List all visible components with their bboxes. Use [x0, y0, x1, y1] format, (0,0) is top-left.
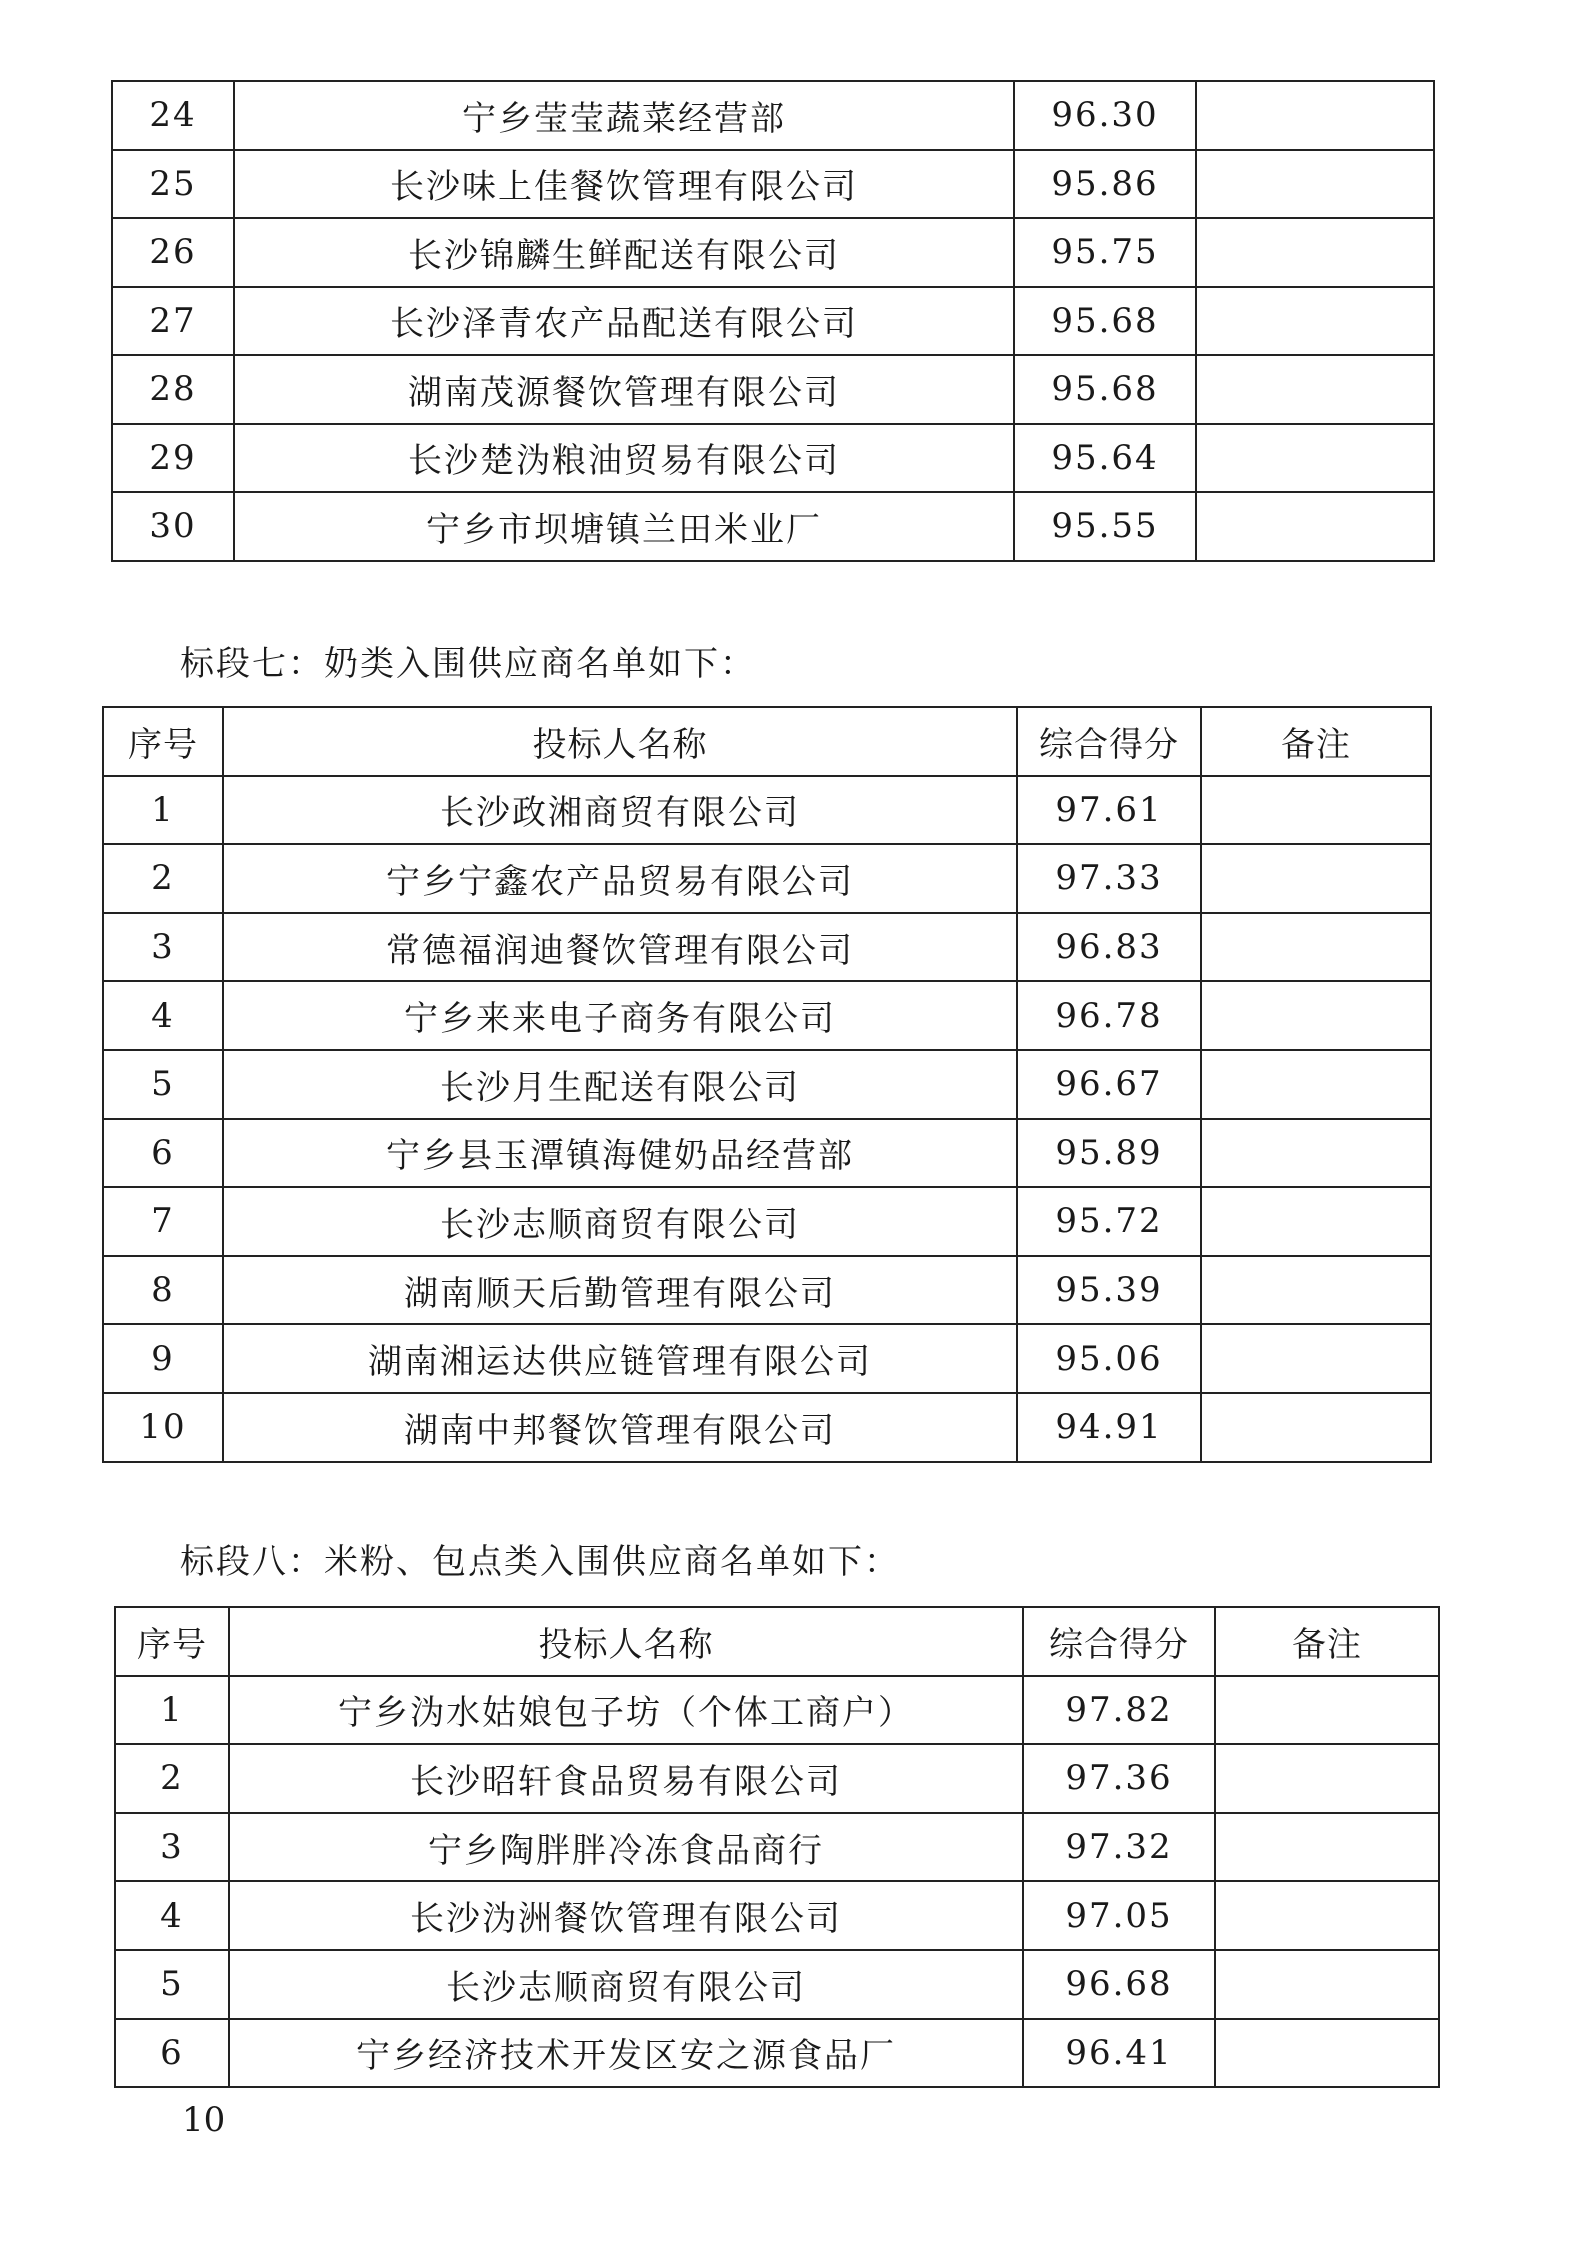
overall-score: 95.64: [1014, 424, 1196, 493]
table-row: [115, 1950, 1439, 2019]
row-number: 28: [112, 355, 234, 424]
overall-score: 95.89: [1017, 1119, 1201, 1188]
table-row: [112, 81, 1434, 150]
supplier-table-continued: [111, 80, 1435, 562]
remark: [1201, 844, 1431, 913]
bidder-name: 长沙楚沩粮油贸易有限公司: [234, 424, 1014, 493]
remark: [1215, 1813, 1439, 1882]
bidder-name: 长沙味上佳餐饮管理有限公司: [234, 150, 1014, 219]
overall-score: 96.30: [1014, 81, 1196, 150]
table-row: [112, 150, 1434, 219]
row-number: 29: [112, 424, 234, 493]
overall-score: 97.36: [1023, 1744, 1215, 1813]
row-number: 27: [112, 287, 234, 356]
table-row: [103, 1256, 1431, 1325]
header-score: 综合得分: [1023, 1607, 1215, 1676]
table-body: [112, 81, 1434, 561]
row-number: 1: [103, 776, 223, 845]
remark: [1196, 424, 1434, 493]
table-row: [112, 218, 1434, 287]
overall-score: 95.68: [1014, 355, 1196, 424]
bidder-name: 长沙泽青农产品配送有限公司: [234, 287, 1014, 356]
table-header: [115, 1607, 1439, 1676]
table-row: [112, 355, 1434, 424]
remark: [1215, 2019, 1439, 2088]
table-row: [112, 492, 1434, 561]
bidder-name: 长沙志顺商贸有限公司: [223, 1187, 1017, 1256]
remark: [1201, 1119, 1431, 1188]
header-remark: 备注: [1201, 707, 1431, 776]
remark: [1201, 776, 1431, 845]
overall-score: 97.33: [1017, 844, 1201, 913]
row-number: 3: [115, 1813, 229, 1882]
remark: [1201, 1324, 1431, 1393]
table-row: [115, 2019, 1439, 2088]
bidder-name: 宁乡市坝塘镇兰田米业厂: [234, 492, 1014, 561]
supplier-table-section8: [114, 1606, 1440, 2088]
section8-heading: 标段八：米粉、包点类入围供应商名单如下：: [180, 1542, 900, 1582]
bidder-name: 宁乡来来电子商务有限公司: [223, 981, 1017, 1050]
bidder-name: 湖南湘运达供应链管理有限公司: [223, 1324, 1017, 1393]
overall-score: 97.05: [1023, 1881, 1215, 1950]
remark: [1196, 81, 1434, 150]
table-row: [103, 981, 1431, 1050]
bidder-name: 湖南茂源餐饮管理有限公司: [234, 355, 1014, 424]
supplier-table-section7: [102, 706, 1432, 1463]
overall-score: 95.68: [1014, 287, 1196, 356]
bidder-name: 宁乡经济技术开发区安之源食品厂: [229, 2019, 1023, 2088]
bidder-name: 长沙锦麟生鲜配送有限公司: [234, 218, 1014, 287]
row-number: 24: [112, 81, 234, 150]
bidder-name: 长沙昭轩食品贸易有限公司: [229, 1744, 1023, 1813]
remark: [1215, 1676, 1439, 1745]
page-number: 10: [182, 2100, 226, 2140]
bidder-name: 宁乡宁鑫农产品贸易有限公司: [223, 844, 1017, 913]
bidder-name: 湖南中邦餐饮管理有限公司: [223, 1393, 1017, 1462]
table-row: [103, 1119, 1431, 1188]
bidder-name: 宁乡陶胖胖冷冻食品商行: [229, 1813, 1023, 1882]
remark: [1196, 150, 1434, 219]
bidder-name: 宁乡沩水姑娘包子坊（个体工商户）: [229, 1676, 1023, 1745]
remark: [1196, 355, 1434, 424]
overall-score: 97.82: [1023, 1676, 1215, 1745]
table-row: [103, 1050, 1431, 1119]
remark: [1215, 1881, 1439, 1950]
overall-score: 97.32: [1023, 1813, 1215, 1882]
overall-score: 96.83: [1017, 913, 1201, 982]
row-number: 2: [115, 1744, 229, 1813]
row-number: 5: [115, 1950, 229, 2019]
bidder-name: 宁乡县玉潭镇海健奶品经营部: [223, 1119, 1017, 1188]
overall-score: 95.55: [1014, 492, 1196, 561]
header-score: 综合得分: [1017, 707, 1201, 776]
overall-score: 95.39: [1017, 1256, 1201, 1325]
row-number: 2: [103, 844, 223, 913]
overall-score: 96.67: [1017, 1050, 1201, 1119]
table-row: [115, 1813, 1439, 1882]
row-number: 6: [103, 1119, 223, 1188]
remark: [1196, 218, 1434, 287]
header-number: 序号: [115, 1607, 229, 1676]
overall-score: 95.86: [1014, 150, 1196, 219]
table-row: [112, 424, 1434, 493]
table-row: [115, 1881, 1439, 1950]
overall-score: 97.61: [1017, 776, 1201, 845]
overall-score: 96.78: [1017, 981, 1201, 1050]
remark: [1215, 1950, 1439, 2019]
table-body: [103, 776, 1431, 1462]
row-number: 6: [115, 2019, 229, 2088]
table-row: [103, 844, 1431, 913]
header-number: 序号: [103, 707, 223, 776]
row-number: 3: [103, 913, 223, 982]
header-row: [103, 707, 1431, 776]
bidder-name: 长沙政湘商贸有限公司: [223, 776, 1017, 845]
overall-score: 95.72: [1017, 1187, 1201, 1256]
row-number: 4: [115, 1881, 229, 1950]
table-row: [103, 913, 1431, 982]
bidder-name: 宁乡莹莹蔬菜经营部: [234, 81, 1014, 150]
bidder-name: 长沙志顺商贸有限公司: [229, 1950, 1023, 2019]
remark: [1201, 1393, 1431, 1462]
row-number: 30: [112, 492, 234, 561]
bidder-name: 常德福润迪餐饮管理有限公司: [223, 913, 1017, 982]
table-row: [115, 1676, 1439, 1745]
section7-heading: 标段七：奶类入围供应商名单如下：: [180, 644, 756, 684]
row-number: 25: [112, 150, 234, 219]
row-number: 7: [103, 1187, 223, 1256]
overall-score: 96.41: [1023, 2019, 1215, 2088]
table-row: [112, 287, 1434, 356]
table-row: [103, 1324, 1431, 1393]
bidder-name: 长沙沩洲餐饮管理有限公司: [229, 1881, 1023, 1950]
remark: [1201, 1187, 1431, 1256]
remark: [1196, 492, 1434, 561]
row-number: 5: [103, 1050, 223, 1119]
row-number: 26: [112, 218, 234, 287]
row-number: 8: [103, 1256, 223, 1325]
row-number: 9: [103, 1324, 223, 1393]
header-row: [115, 1607, 1439, 1676]
remark: [1196, 287, 1434, 356]
remark: [1201, 1050, 1431, 1119]
table-row: [103, 776, 1431, 845]
table-row: [103, 1187, 1431, 1256]
table-row: [115, 1744, 1439, 1813]
bidder-name: 湖南顺天后勤管理有限公司: [223, 1256, 1017, 1325]
remark: [1215, 1744, 1439, 1813]
row-number: 4: [103, 981, 223, 1050]
table-row: [103, 1393, 1431, 1462]
bidder-name: 长沙月生配送有限公司: [223, 1050, 1017, 1119]
overall-score: 96.68: [1023, 1950, 1215, 2019]
overall-score: 95.06: [1017, 1324, 1201, 1393]
overall-score: 94.91: [1017, 1393, 1201, 1462]
header-bidder-name: 投标人名称: [223, 707, 1017, 776]
header-bidder-name: 投标人名称: [229, 1607, 1023, 1676]
header-remark: 备注: [1215, 1607, 1439, 1676]
table-header: [103, 707, 1431, 776]
table-body: [115, 1676, 1439, 2088]
row-number: 1: [115, 1676, 229, 1745]
overall-score: 95.75: [1014, 218, 1196, 287]
row-number: 10: [103, 1393, 223, 1462]
remark: [1201, 913, 1431, 982]
remark: [1201, 1256, 1431, 1325]
remark: [1201, 981, 1431, 1050]
